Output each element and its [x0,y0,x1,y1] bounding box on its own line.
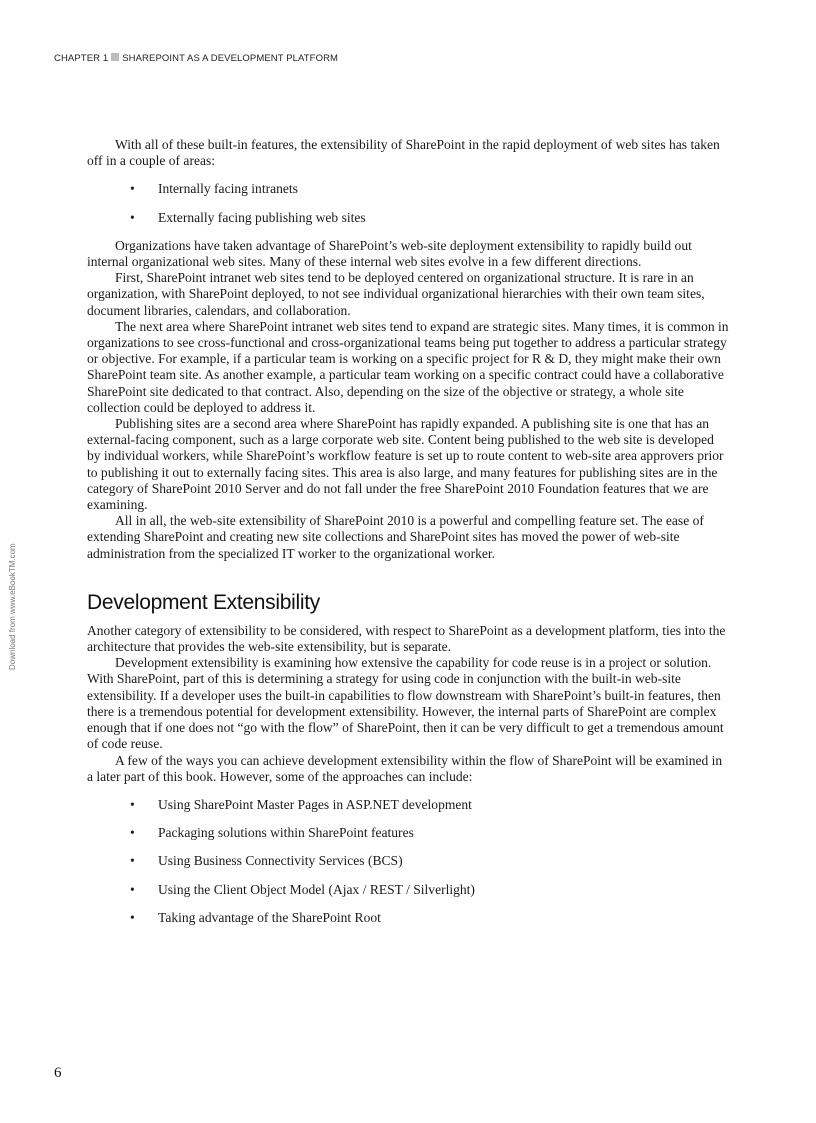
list-item: • Externally facing publishing web sites [130,209,366,225]
body-paragraph: First, SharePoint intranet web sites tend to be deployed centered on organizational structure. It is rare in an organization, with SharePoint deployed, to not see individual organizational hierarchies with their own team sites, document libraries, calendars, and collaboration. [87,270,705,318]
page-body [87,137,729,938]
chapter-label: CHAPTER 1 [54,53,109,64]
section-paragraph: Another category of extensibility to be considered, with respect to SharePoint as a development platform, ties into the architecture that provides the web-site extensibility, but is separate. [87,622,726,655]
bullet-icon: • [130,825,135,841]
list-item: • Packaging solutions within SharePoint features [130,825,414,841]
intro-bullet-list [87,181,729,225]
bullet-icon: • [130,853,135,869]
body-paragraph: Publishing sites are a second area where SharePoint has rapidly expanded. A publishing site is one that has an external-facing component, such as a large corporate web site. Content being published to the web site is developed by individual workers, while SharePoint’s workflow feature is set up to route content to web-site area approvers prior to publishing it out to externally facing sites. This area is also large, and many features for publishing sites are in the category of SharePoint 2010 Server and do not fall under the free SharePoint 2010 Foundation features that we are examining. [87,416,724,513]
bullet-icon: • [130,909,135,925]
bullet-icon: • [130,209,135,225]
bullet-icon: • [130,181,135,197]
list-item: • Taking advantage of the SharePoint Root [130,909,381,925]
intro-paragraph: With all of these built-in features, the extensibility of SharePoint in the rapid deployment of web sites has taken off in a couple of areas: [87,137,720,169]
body-paragraph: The next area where SharePoint intranet web sites tend to expand are strategic sites. Many times, it is common in organizations to see cross-functional and cross-organizational teams being put together to address a particular strategy or objective. For example, if a particular team is working on a specific project for R & D, they might make their own SharePoint team site. As another example, a particular team working on a specific contract could have a collaborative SharePoint site dedicated to that contract. Also, depending on the size of the objective or strategy, a whole site collection could be deployed to address it. [87,318,729,415]
running-head [54,53,338,64]
list-item: • Using Business Connectivity Services (BCS) [130,853,403,869]
body-paragraph: All in all, the web-site extensibility of SharePoint 2010 is a powerful and compelling feature set. The ease of extending SharePoint and creating new site collections and SharePoint sites has moved the power of web-site administration from the specialized IT worker to the organizational worker. [87,513,704,561]
download-watermark: Download from www.eBookTM.com [8,543,17,670]
chapter-title: SHAREPOINT AS A DEVELOPMENT PLATFORM [122,53,339,64]
page-number: 6 [54,1065,62,1081]
bullet-icon: • [130,796,135,812]
section-paragraph: Development extensibility is examining how extensive the capability for code reuse is in a project or solution. With SharePoint, part of this is determining a strategy for using code in conjunction with the built-in web-site extensibility. If a developer uses the built-in capabilities to flow downstream with SharePoint’s built-in features, then there is a tremendous potential for development extensibility. However, the internal parts of SharePoint are complex enough that if one does not “go with the flow” of SharePoint, then it can be very difficult to get a tremendous amount of code reuse. [87,655,724,752]
body-paragraph: Organizations have taken advantage of SharePoint’s web-site deployment extensibility to rapidly build out internal organizational web sites. Many of these internal web sites evolve in a few different directions. [87,237,692,270]
list-item: • Internally facing intranets [130,181,298,197]
section-paragraph: A few of the ways you can achieve development extensibility within the flow of SharePoint will be examined in a later part of this book. However, some of the approaches can include: [87,752,723,784]
header-separator-square [111,53,119,61]
bullet-icon: • [130,881,135,897]
section-heading: Development Extensibility [87,590,320,614]
list-item: • Using the Client Object Model (Ajax / REST / Silverlight) [130,881,475,897]
approaches-bullet-list [87,797,729,926]
list-item: • Using SharePoint Master Pages in ASP.NET development [130,796,472,812]
